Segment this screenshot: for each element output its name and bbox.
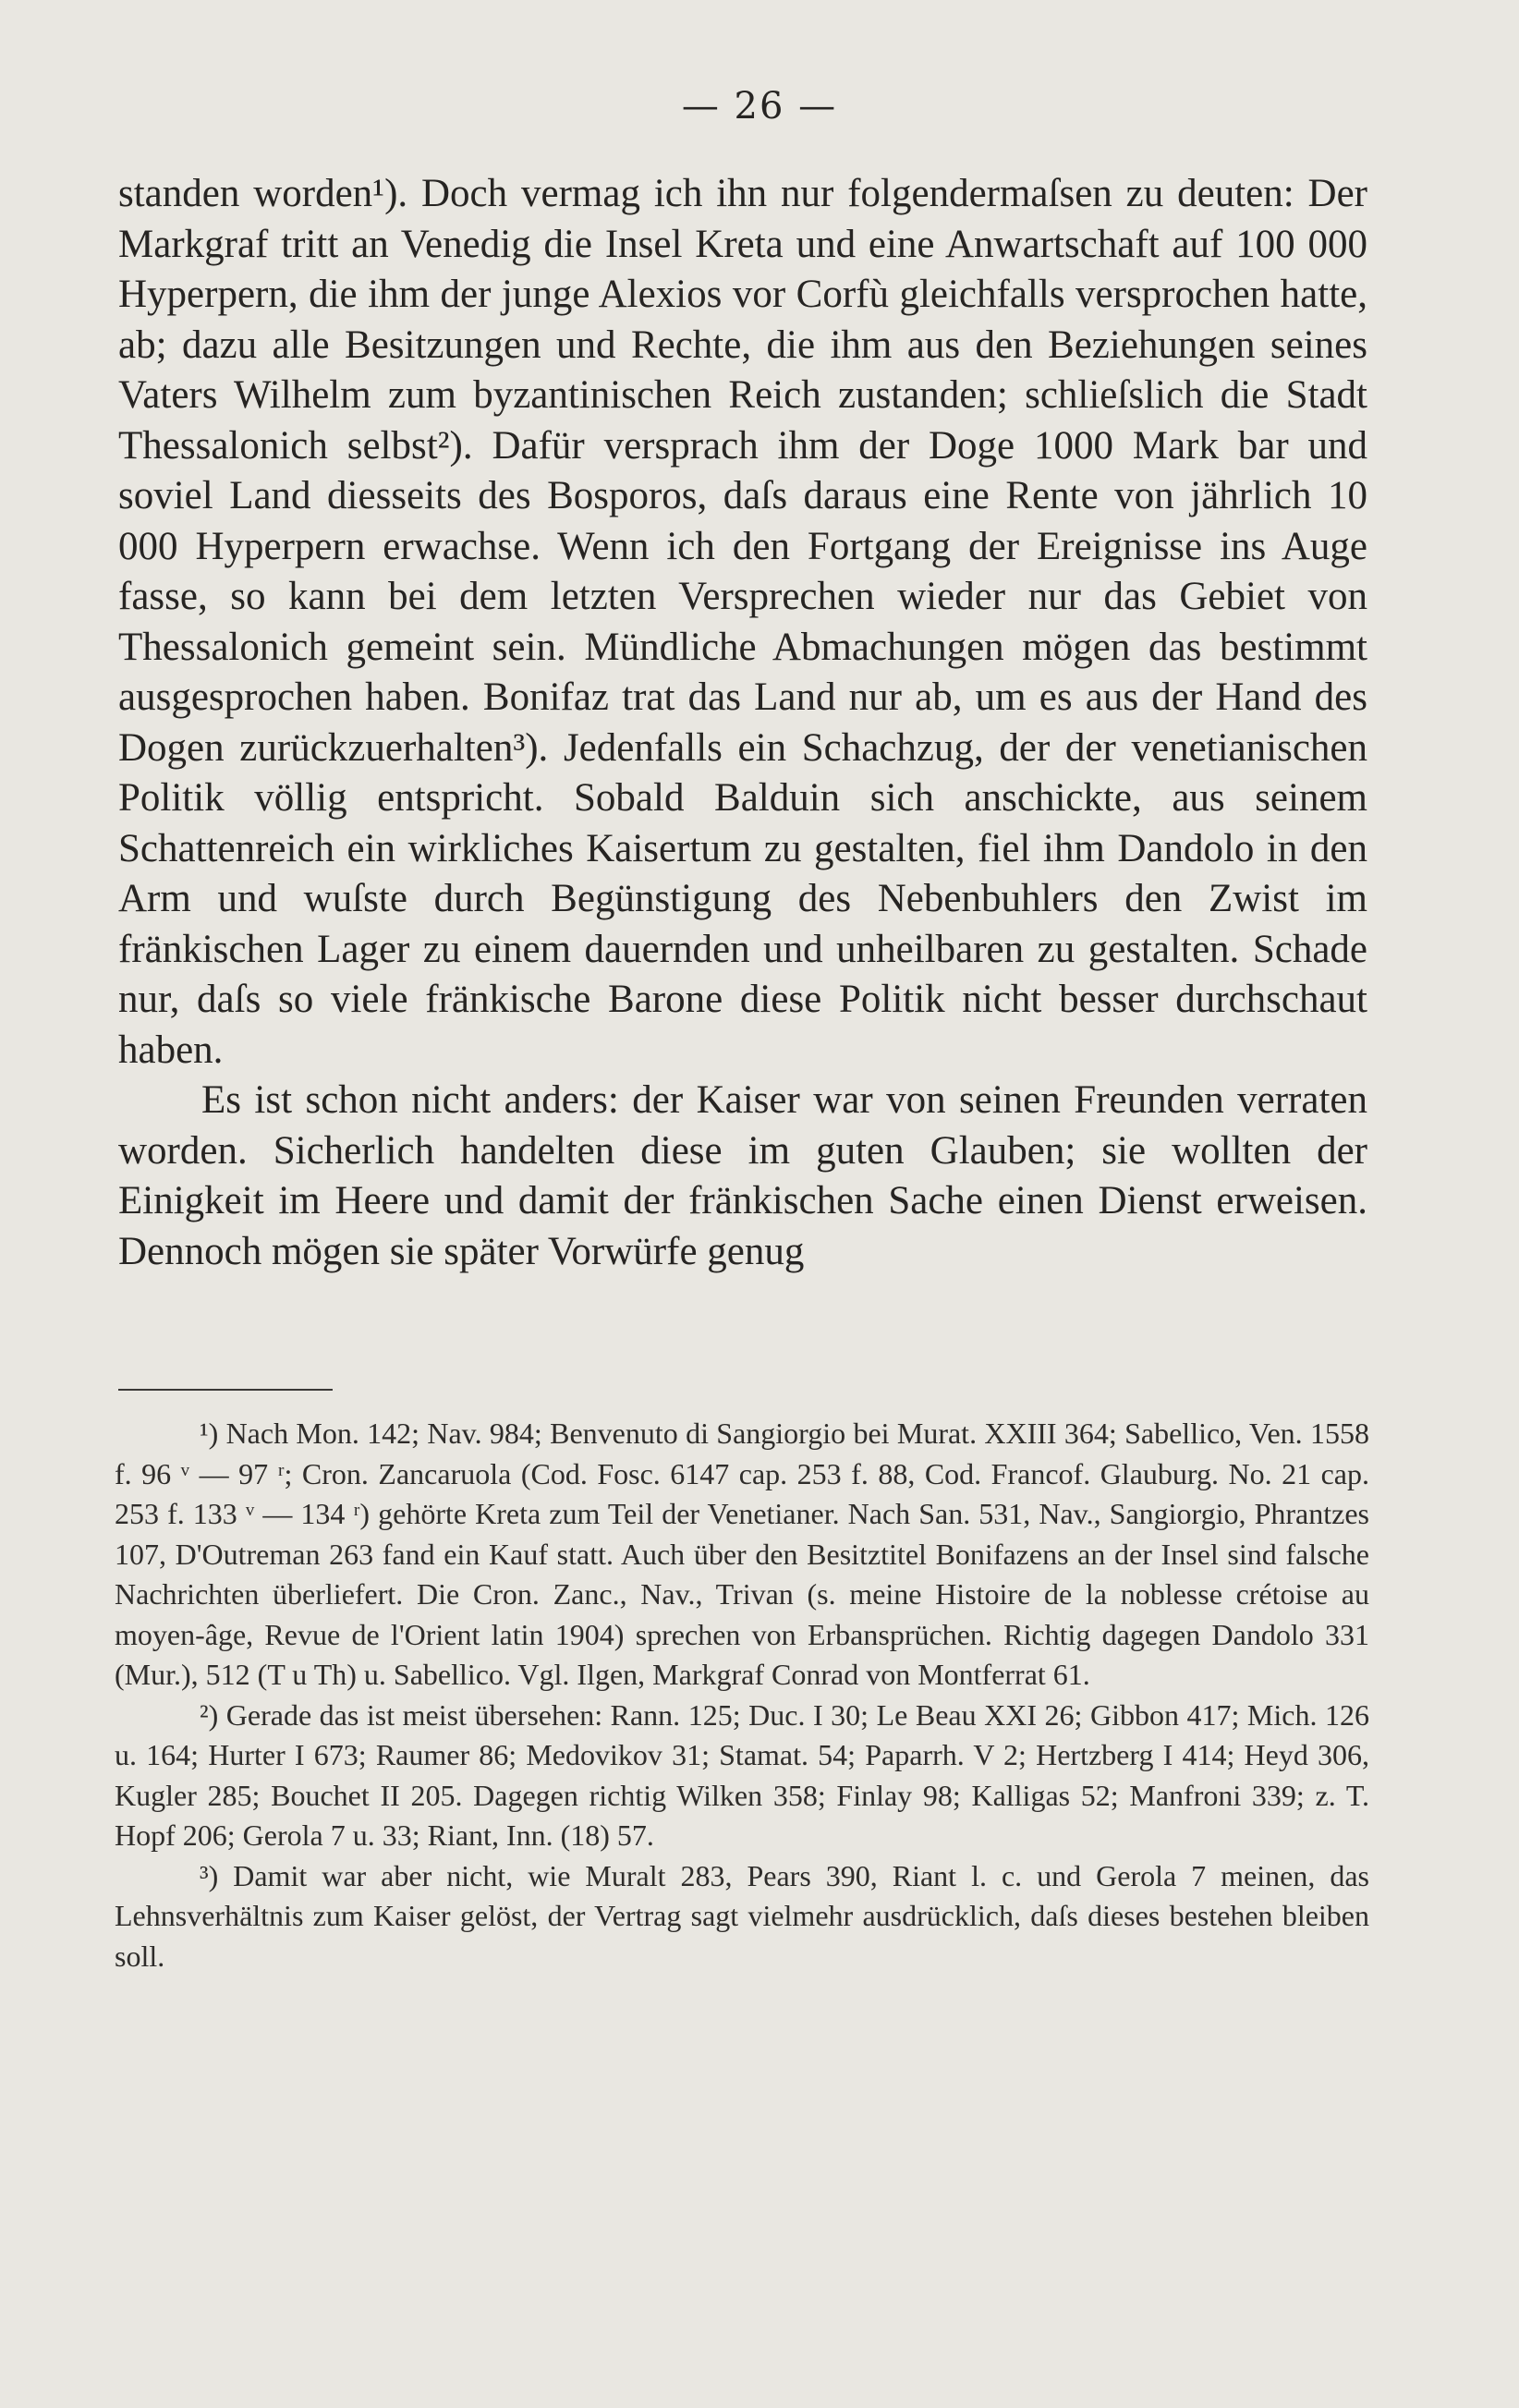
footnote: ¹) Nach Mon. 142; Nav. 984; Benvenuto di Sangiorgio bei Murat. XXIII 364; Sabellico, Ven. 1558 f. 96 ᵛ — 97 ʳ; Cron. Zancaruola (Cod. Fosc. 6147 cap. 253 f. 88, Cod. Francof. Glauburg. No. 21 cap. 253 f. 133 ᵛ — 134 ʳ) gehörte Kreta zum Teil der Venetianer. Nach San. 531, Nav., Sangiorgio, Phrantzes 107, D'Outreman 263 fand ein Kauf statt. Auch über den Besitztitel Bonifazens an der Insel sind falsche Nachrichten überliefert. Die Cron. Zanc., Nav., Trivan (s. meine Histoire de la noblesse crétoise au moyen-âge, Revue de l'Orient latin 1904) sprechen von Erbansprüchen. Richtig dagegen Dandolo 331 (Mur.), 512 (T u Th) u. Sabellico. Vgl. Ilgen, Markgraf Conrad von Montferrat 61. bbox=[115, 1417, 1369, 1691]
body-paragraph: standen worden¹). Doch vermag ich ihn nur folgendermaſsen zu deuten: Der Markgraf tritt an Venedig die Insel Kreta und eine Anwartschaft auf 100 000 Hyperpern, die ihm der junge Alexios vor Corfù gleichfalls versprochen hatte, ab; dazu alle Besitzungen und Rechte, die ihm aus den Beziehungen seines Vaters Wilhelm zum byzantinischen Reich zustanden; schlieſslich die Stadt Thessalonich selbst²). Dafür versprach ihm der Doge 1000 Mark bar und soviel Land diesseits des Bosporos, daſs daraus eine Rente von jährlich 10 000 Hyperpern erwachse. Wenn ich den Fortgang der Ereignisse ins Auge fasse, so kann bei dem letzten Versprechen wieder nur das Gebiet von Thessalonich gemeint sein. Mündliche Abmachungen mögen das bestimmt ausgesprochen haben. Bonifaz trat das Land nur ab, um es aus der Hand des Dogen zurückzuerhalten³). Jedenfalls ein Schachzug, der der venetianischen Politik völlig entspricht. Sobald Balduin sich anschickte, aus seinem Schattenreich ein wirkliches Kaisertum zu gestalten, fiel ihm Dandolo in den Arm und wuſste durch Begünstigung des Nebenbuhlers den Zwist im fränkischen Lager zu einem dauernden und unheilbaren zu gestalten. Schade nur, daſs so viele fränkische Barone diese Politik nicht besser durchschaut haben. bbox=[118, 172, 1367, 1072]
footnote: ³) Damit war aber nicht, wie Muralt 283, Pears 390, Riant l. c. und Gerola 7 meinen, das Lehnsverhältnis zum Kaiser gelöst, der Vertrag sagt vielmehr ausdrücklich, daſs dieses bestehen bleiben soll. bbox=[115, 1858, 1369, 1973]
footnote: ²) Gerade das ist meist übersehen: Rann. 125; Duc. I 30; Le Beau XXI 26; Gibbon 417; Mich. 126 u. 164; Hurter I 673; Raumer 86; Medovikov 31; Stamat. 54; Paparrh. V 2; Hertzberg I 414; Heyd 306, Kugler 285; Bouchet II 205. Dagegen richtig Wilken 358; Finlay 98; Kalligas 52; Manfroni 339; z. T. Hopf 206; Gerola 7 u. 33; Riant, Inn. (18) 57. bbox=[115, 1697, 1369, 1852]
page-number: — 26 — bbox=[681, 85, 838, 128]
footnotes bbox=[115, 1414, 1369, 1976]
main-text bbox=[118, 169, 1367, 1277]
body-paragraph: Es ist schon nicht anders: der Kaiser war von seinen Freunden verraten worden. Sicherlich handelten diese im guten Glauben; sie wollten der Einigkeit im Heere und damit der fränkischen Sache einen Dienst erweisen. Dennoch mögen sie später Vorwürfe genug bbox=[118, 1078, 1367, 1273]
footnote-separator bbox=[118, 1389, 333, 1391]
